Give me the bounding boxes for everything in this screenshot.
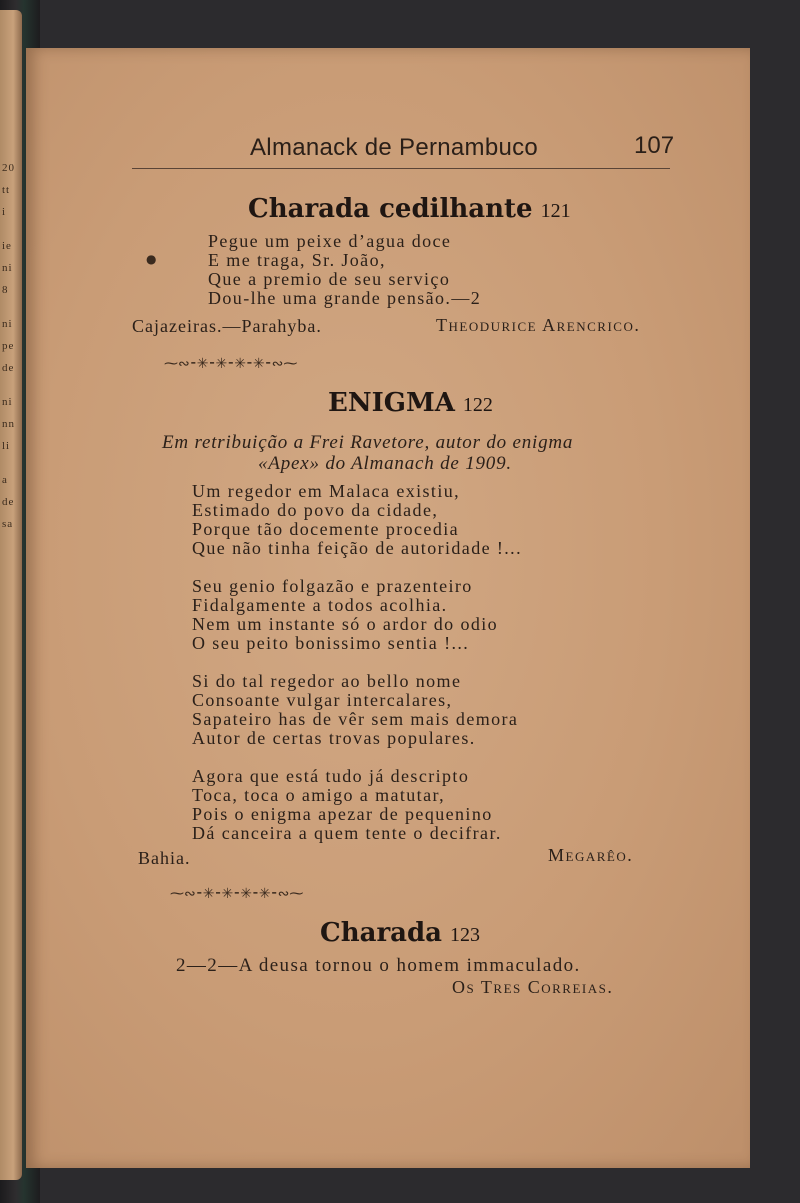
verse-line: Um regedor em Malaca existiu, — [192, 481, 461, 501]
enigma-heading — [328, 388, 493, 418]
ornament-divider: ⁓∾⁃✳⁃✳⁃✳⁃✳⁃∾⁓ — [170, 886, 304, 902]
previous-page-fragment: de — [2, 362, 15, 374]
previous-page-text — [2, 160, 20, 550]
page-number: 107 — [634, 132, 675, 159]
previous-page-fragment: pe — [2, 340, 15, 352]
verse-line: Autor de certas trovas populares. — [192, 728, 476, 748]
dedication-line: Em retribuição a Frei Ravetore, autor do enigma — [162, 432, 574, 453]
verse-line: Sapateiro has de vêr sem mais demora — [192, 709, 519, 729]
dedication-line: «Apex» do Almanach de 1909. — [258, 453, 512, 474]
verse-line: Seu genio folgazão e prazenteiro — [192, 576, 473, 596]
verse-line: Agora que está tudo já descripto — [192, 766, 470, 786]
verse-line: Pegue um peixe d’agua doce — [208, 231, 452, 251]
book-page — [26, 48, 750, 1168]
verse-line: Que não tinha feição de autoridade !... — [192, 538, 522, 558]
verse-line: Dá canceira a quem tente o decifrar. — [192, 823, 502, 843]
previous-page-fragment: a — [2, 474, 8, 486]
previous-page-fragment: 20 — [2, 162, 15, 174]
ornament-divider: ⁓∾⁃✳⁃✳⁃✳⁃✳⁃∾⁓ — [164, 356, 298, 372]
previous-page-fragment: ni — [2, 396, 13, 408]
charada-heading — [320, 918, 480, 948]
previous-page-fragment: 8 — [2, 284, 9, 296]
enigma-number: 122 — [462, 394, 493, 416]
previous-page-fragment: nn — [2, 418, 15, 430]
bullet-mark: ● — [146, 252, 157, 266]
previous-page-fragment: li — [2, 440, 11, 452]
verse-line: Que a premio de seu serviço — [208, 269, 451, 289]
verse-line: Fidalgamente a todos acolhia. — [192, 595, 448, 615]
verse-line: O seu peito bonissimo sentia !... — [192, 633, 470, 653]
charada-cedilhante-heading — [248, 194, 571, 224]
verse-line: Toca, toca o amigo a matutar, — [192, 785, 446, 805]
author-signature: Megarêo. — [548, 845, 634, 865]
place-signature: Cajazeiras.—Parahyba. — [132, 316, 322, 336]
verse-line: Si do tal regedor ao bello nome — [192, 671, 462, 691]
previous-page-fragment: ni — [2, 318, 13, 330]
place-signature: Bahia. — [138, 848, 191, 868]
previous-page-fragment: de — [2, 496, 15, 508]
charada-title: Charada — [320, 918, 443, 948]
verse-line: E me traga, Sr. João, — [208, 250, 386, 270]
verse-line: Pois o enigma apezar de pequenino — [192, 804, 493, 824]
previous-page-fragment: i — [2, 206, 7, 218]
verse-line: Dou-lhe uma grande pensão.—2 — [208, 288, 482, 308]
running-header-title: Almanack de Pernambuco — [250, 134, 539, 161]
previous-page-edge — [0, 10, 22, 1180]
charada-line: 2—2—A deusa tornou o homem immaculado. — [176, 955, 581, 976]
author-signature: Os Tres Correias. — [452, 977, 614, 997]
enigma-title: ENIGMA — [328, 388, 455, 418]
verse-line: Porque tão docemente procedia — [192, 519, 460, 539]
verse-line: Nem um instante só o ardor do odio — [192, 614, 499, 634]
verse-line: Consoante vulgar intercalares, — [192, 690, 453, 710]
previous-page-fragment: sa — [2, 518, 14, 530]
header-rule — [132, 168, 670, 169]
charada-cedilhante-number: 121 — [540, 200, 571, 222]
charada-number: 123 — [450, 924, 481, 946]
previous-page-fragment: ni — [2, 262, 13, 274]
previous-page-fragment: ie — [2, 240, 12, 252]
previous-page-fragment: tt — [2, 184, 11, 196]
charada-cedilhante-title: Charada cedilhante — [248, 194, 533, 224]
verse-line: Estimado do povo da cidade, — [192, 500, 439, 520]
author-signature: Theodurice Arencrico. — [436, 315, 641, 335]
